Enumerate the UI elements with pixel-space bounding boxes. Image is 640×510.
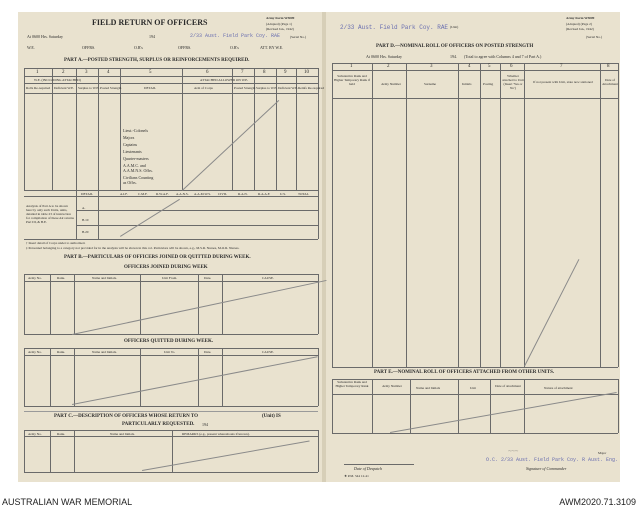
hdr-reinfs-2: Reinfs Re-required (298, 86, 324, 90)
analysis-row-a: A. (82, 206, 86, 210)
col-num-9: 9 (284, 70, 287, 75)
printer-mark: ★ P.M. 544 12-41 (344, 474, 369, 478)
date-of-despatch: Date of Despatch (354, 466, 382, 471)
d-hdr-surname: Surname (424, 82, 437, 86)
d-col-num-4: 4 (468, 64, 471, 69)
c-remarks: REMARKS (e.g., present whereabouts if known). (182, 432, 250, 436)
part-c-year: 194 (202, 422, 208, 427)
bj-unit-from: Unit From. (162, 276, 178, 280)
signature-scrawl: ⁓⁓⁓ (508, 449, 519, 453)
signature-of-commander: Signature of Commander (526, 466, 567, 471)
bq-date: Date. (204, 350, 212, 354)
rank-civ-offrs: as Offrs. (123, 180, 137, 185)
footer-accession: AWM2020.71.3109 (559, 497, 636, 507)
col-num-10: 10 (304, 70, 309, 75)
d-col-num-6: 6 (510, 64, 513, 69)
cancel-stroke-e (390, 392, 617, 433)
bj-date: Date. (204, 276, 212, 280)
tot-cmf: C.M.F. (138, 192, 148, 196)
part-e-heading: PART E.—NOMINAL ROLL OF OFFICERS ATTACHED FROM OTHER UNITS. (374, 370, 555, 375)
serial-label: (Serial No.) (290, 35, 307, 39)
part-c-sub: PARTICULARLY REQUESTED. (122, 422, 195, 427)
right-page (330, 12, 618, 482)
c-army-no: Army No. (28, 432, 42, 436)
d-hdr-stationed: If not present with Unit, state now stationed (533, 80, 593, 84)
rank-lieutenants: Lieutenants (123, 149, 142, 154)
d-col-num-2: 2 (387, 64, 390, 69)
d-col-num-5: 5 (488, 64, 491, 69)
footer-institution: AUSTRALIAN WAR MEMORIAL (2, 497, 133, 507)
tot-aamws: A.A.M.W.S. (194, 192, 211, 196)
we-att: ATT. BY W.E. (260, 45, 284, 50)
col-num-4: 4 (107, 70, 110, 75)
hdr-posted-2: Posted Strength (234, 86, 256, 90)
hdr-surplus-2: Surplus to W.E. (256, 86, 278, 90)
bj-army-no: Army No. (28, 276, 42, 280)
e-hdr-nature: Nature of attachment (544, 386, 573, 390)
tot-aans: A.A.N.S. (176, 192, 189, 196)
d-col-num-3: 3 (430, 64, 433, 69)
cancel-stroke-quitted (72, 356, 318, 405)
e-hdr-army-no: Army Number (382, 384, 402, 388)
e-hdr-name: Name and Initials (416, 386, 441, 390)
col-num-7: 7 (241, 70, 244, 75)
part-d-note: (Total to agree with Columns 4 and 7 of Part A.) (464, 54, 542, 59)
part-c-unit: (Unit) IS (262, 414, 281, 419)
hdr-reinfs: Rolls Re-required (26, 86, 51, 90)
unit-stamp: 2/33 Aust. Field Park Coy. RAE (190, 33, 281, 39)
analysis-row-b20: B.20 (82, 230, 89, 234)
rank-lt-col: Lieut.-Colonels (123, 128, 148, 133)
part-a-heading: PART A.—POSTED STRENGTH, SURPLUS OR REINFORCEMENTS REQUIRED. (64, 58, 250, 63)
col-num-2: 2 (62, 70, 65, 75)
rank-majors: Majors (123, 135, 135, 140)
signature-stamp: O.C. 2/33 Aust. Field Park Coy. R Aust. Eng. (486, 457, 619, 463)
d-hdr-rank: Substantive Rank and Higher Temporary Rank if held (334, 74, 370, 86)
form-adapted-right: (Adapted) (Page 2) (566, 22, 592, 26)
bq-cause: CAUSE. (262, 350, 274, 354)
d-hdr-army-no: Army Number (381, 82, 401, 86)
we-ors-2: O.R's (230, 45, 239, 50)
part-d-heading: PART D.—NOMINAL ROLL OF OFFICERS ON POSTED STRENGTH (376, 44, 534, 49)
d-col-num-7: 7 (560, 64, 563, 69)
rank-captains: Captains (123, 142, 137, 147)
c-name: Name and Initials. (110, 432, 135, 436)
hdr-arm: Arm of Corps (194, 86, 213, 90)
bq-unit-to: Unit To. (164, 350, 176, 354)
d-hdr-attached: Whether attached to Unit (Insert 'Yes or No') (502, 74, 524, 90)
rank-civilians: Civilians Counting (123, 175, 154, 180)
quitted-heading: OFFICERS QUITTED DURING WEEK. (124, 339, 214, 344)
rank-qm: Quarter-masters (123, 156, 149, 161)
hdr-posted: Posted Strength (100, 86, 122, 90)
d-hdr-date: Date of Attachment (602, 78, 618, 86)
c-rank: Rank. (57, 432, 66, 436)
unit-label-right: (Unit) (450, 25, 459, 29)
col-num-1: 1 (36, 70, 39, 75)
form-revised-right: (Revised Jan., 1942) (566, 27, 594, 31)
rank-aamns: A.A.M.N.S. Offrs. (123, 168, 153, 173)
bq-rank: Rank. (57, 350, 66, 354)
tot-raaf: R.A.A.F. (258, 192, 271, 196)
col-num-5: 5 (149, 70, 152, 75)
tot-detail: DETAIL (81, 192, 93, 196)
e-hdr-unit: Unit (470, 386, 477, 390)
joined-heading: OFFICERS JOINED DURING WEEK (124, 265, 208, 270)
d-hdr-posting: Posting (483, 82, 494, 86)
bj-cause: CAUSE. (262, 276, 274, 280)
bq-name: Name and Initials. (92, 350, 117, 354)
rank-aamc: A.A.M.C. and (123, 163, 146, 168)
analysis-note: Analysis of Part A to be shown here by only such Units, units, detailed in table 23 of instruction for compilation of these Air returns Part III, & B.E. (26, 204, 74, 224)
part-d-sub: At 0600 Hrs. Saturday (366, 54, 402, 59)
cancel-stroke-joined (72, 280, 327, 335)
form-id-right: Army Form W3009 (566, 16, 595, 20)
page-fold (322, 12, 326, 482)
cancel-stroke-c (142, 440, 310, 471)
col-num-3: 3 (85, 70, 88, 75)
form-id: Army Form W3009 (266, 16, 295, 20)
part-d-year: 194. (450, 54, 457, 59)
we-ors: O.R's (134, 45, 143, 50)
hdr-detail: DETAIL (144, 86, 156, 90)
serial-right: (Serial No.) (586, 35, 603, 39)
year-label: 194 (149, 34, 155, 39)
d-col-num-8: 8 (607, 64, 610, 69)
cancel-stroke-d (524, 259, 579, 366)
cancel-stroke-a (182, 100, 279, 191)
part-c-heading: PART C.—DESCRIPTION OF OFFICERS WHOSE RETURN TO (54, 414, 199, 419)
form-title: FIELD RETURN OF OFFICERS (92, 18, 208, 27)
part-b-heading: PART B.—PARTICULARS OF OFFICERS JOINED OR QUITTED DURING WEEK. (64, 255, 251, 260)
tot-aif: A.I.F. (120, 192, 128, 196)
tot-civil: CIVIL (218, 192, 228, 196)
tot-total: TOTAL (298, 192, 309, 196)
bj-name: Name and Initials. (92, 276, 117, 280)
bj-rank: Rank. (57, 276, 66, 280)
we-including-attached: W.E. (INCLUDING ATTACHED) (34, 78, 81, 82)
attached-allowed: ATTACHED ALLOWED ON W.E. (200, 78, 249, 82)
hdr-deficient-2: Deficient W.E. (278, 86, 299, 90)
bq-army-no: Army No. (28, 350, 42, 354)
unit-stamp-right: 2/33 Aust. Field Park Coy. RAE (340, 24, 449, 31)
tot-us: U.S. (280, 192, 287, 196)
we-label: W.E. (27, 45, 35, 50)
e-hdr-rank: Substantive Rank and Higher Temporary Rank (335, 380, 369, 388)
at-hours-label: At 0600 Hrs. Saturday (27, 34, 63, 39)
e-hdr-date: Date of attachment (495, 384, 521, 388)
left-page (22, 12, 324, 482)
form-revised: (Revised Jan., 1942) (266, 27, 294, 31)
cancel-stroke-totals (120, 199, 180, 237)
hdr-surplus: Surplus to W.E. (78, 86, 100, 90)
tot-ran: R.A.N. (238, 192, 248, 196)
signature-rank: Major (598, 451, 607, 455)
col-num-6: 6 (206, 70, 209, 75)
d-hdr-initials: Initials (462, 82, 472, 86)
tot-rwaf: R.W.A.F. (156, 192, 169, 196)
footnote-1: † Insert detail of Corps under to authorized. (26, 241, 86, 245)
hdr-deficient: Deficient W.E. (54, 86, 75, 90)
analysis-row-b10: B.10 (82, 218, 89, 222)
col-num-8: 8 (263, 70, 266, 75)
footnote-2: ‡ Personnel belonging to a category not provided for in the analysis will be shown in this col. Particulars will be shown, e.g., M.S.R. Nurses, M.O.R. Nurses. (26, 246, 240, 250)
d-col-num-1: 1 (350, 64, 353, 69)
form-adapted: (Adapted) (Page 1) (266, 22, 292, 26)
we-offrs-2: OFFRS. (178, 45, 192, 50)
we-offrs: OFFRS. (82, 45, 96, 50)
